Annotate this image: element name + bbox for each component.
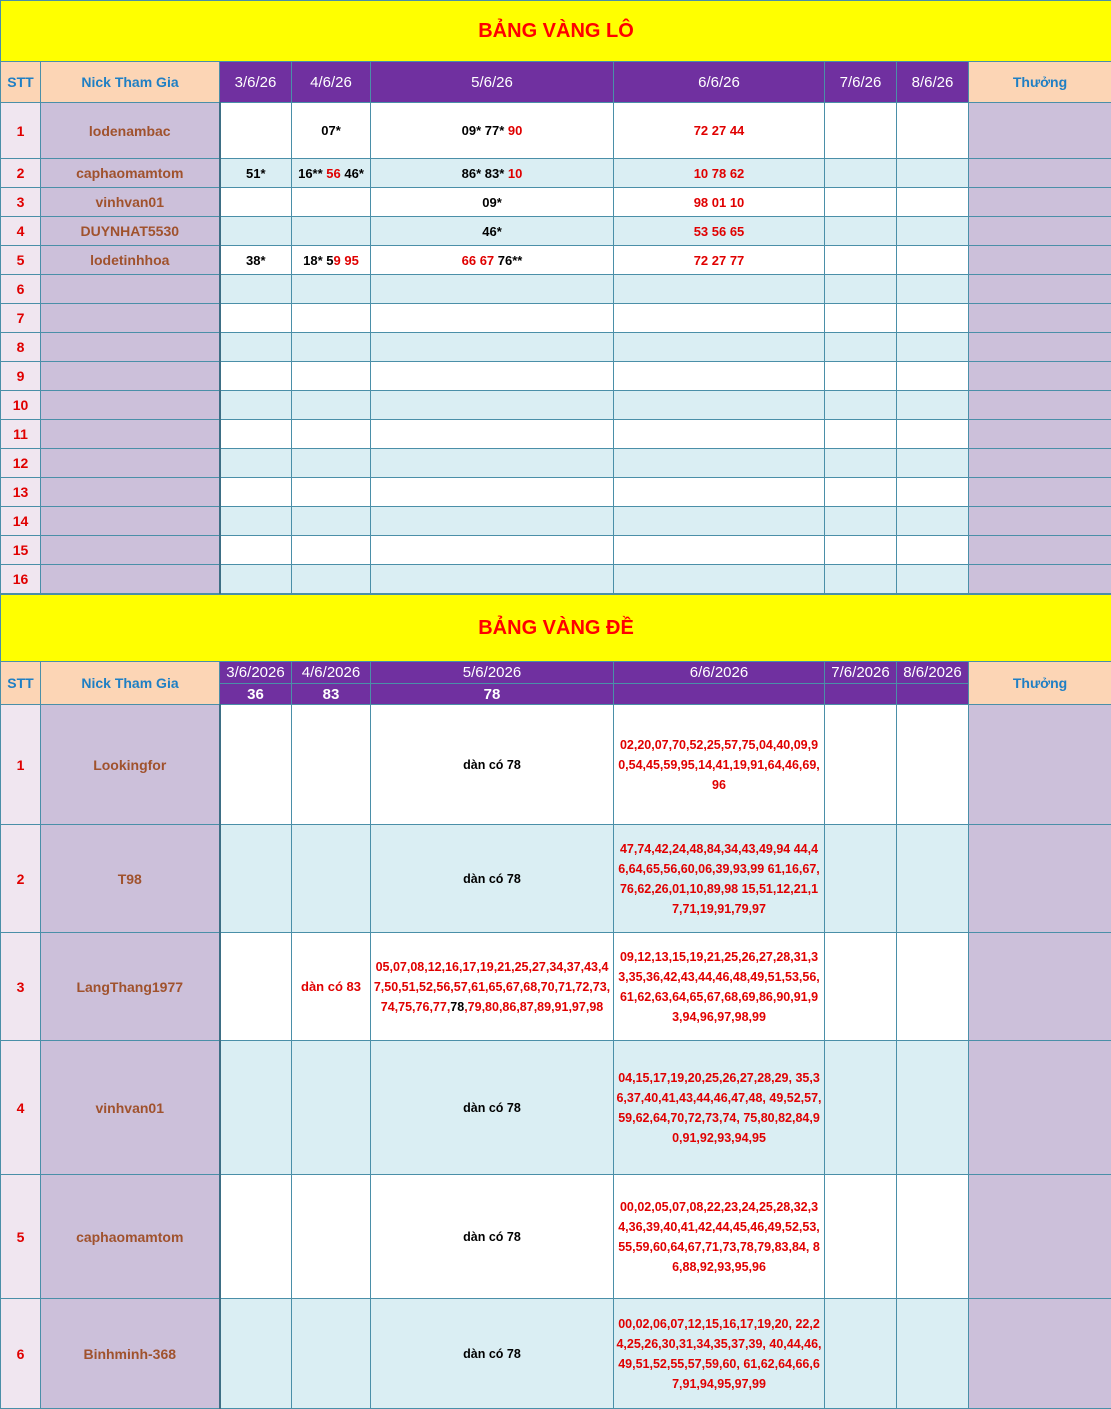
- entry-cell[interactable]: [825, 304, 897, 333]
- nick-cell[interactable]: [41, 362, 220, 391]
- nick-cell[interactable]: [41, 449, 220, 478]
- thuong-cell[interactable]: [969, 304, 1111, 333]
- de-nick-header: Nick Tham Gia: [41, 662, 220, 705]
- entry-cell[interactable]: [825, 246, 897, 275]
- entry-cell[interactable]: [220, 391, 292, 420]
- entry-cell[interactable]: [292, 391, 371, 420]
- de-date-header: 5/6/2026: [371, 662, 614, 684]
- de-table-row: [1, 1175, 1111, 1299]
- entry-cell[interactable]: [614, 420, 825, 449]
- entry-text: 00,02,05,07,08,22,23,24,25,28,32,34,36,39,40,41,42,44,45,46,49,52,53,55,59,60,64,67,71,73,78,79,83,84, 86,88,92,93,95,96: [618, 1200, 820, 1274]
- entry-cell[interactable]: [371, 825, 614, 933]
- entry-cell[interactable]: [897, 1175, 969, 1299]
- entry-text: ,79,80,86,87,89,91,97,98: [464, 1000, 603, 1014]
- row-number[interactable]: 2: [1, 825, 41, 933]
- entry-cell[interactable]: [220, 825, 292, 933]
- lo-table-row: [1, 188, 1111, 217]
- entry-cell[interactable]: [897, 217, 969, 246]
- entry-cell[interactable]: [825, 391, 897, 420]
- nick-cell[interactable]: [41, 565, 220, 594]
- row-number[interactable]: 14: [1, 507, 41, 536]
- de-stt-header: STT: [1, 662, 41, 705]
- entry-cell[interactable]: [220, 188, 292, 217]
- entry-cell[interactable]: [614, 362, 825, 391]
- thuong-cell[interactable]: [969, 1299, 1111, 1409]
- thuong-cell[interactable]: [969, 333, 1111, 362]
- lo-table-row: [1, 449, 1111, 478]
- entry-cell[interactable]: [614, 103, 825, 159]
- entry-text: 86* 83*: [462, 166, 508, 181]
- thuong-cell[interactable]: [969, 103, 1111, 159]
- entry-cell[interactable]: [292, 1175, 371, 1299]
- nick-cell[interactable]: [41, 478, 220, 507]
- entry-text: 02,20,07,70,52,25,57,75,04,40,09,90,54,45,59,95,14,41,19,91,64,46,69,96: [618, 738, 820, 792]
- entry-cell[interactable]: [220, 705, 292, 825]
- row-number[interactable]: 7: [1, 304, 41, 333]
- entry-cell[interactable]: [897, 705, 969, 825]
- entry-cell[interactable]: [371, 159, 614, 188]
- entry-cell[interactable]: [220, 478, 292, 507]
- nick-cell[interactable]: DUYNHAT5530: [41, 217, 220, 246]
- entry-cell[interactable]: [292, 217, 371, 246]
- entry-cell[interactable]: [371, 391, 614, 420]
- entry-text: 53 56 65: [694, 224, 745, 239]
- entry-text: dàn có 78: [463, 1347, 521, 1361]
- thuong-cell[interactable]: [969, 391, 1111, 420]
- lo-table-row: [1, 478, 1111, 507]
- nick-cell[interactable]: Binhminh-368: [41, 1299, 220, 1409]
- entry-text: 05,07,08,12,16,17,19,21,25,27,34,37,43,47,50,51,52,56,57,61,65,67,68,70,71,72,73,74,75,76,77,: [374, 960, 610, 1014]
- entry-cell[interactable]: [825, 705, 897, 825]
- lo-date-header: 7/6/26: [825, 62, 897, 103]
- de-thuong-header: Thưởng: [969, 662, 1111, 705]
- entry-cell[interactable]: [371, 246, 614, 275]
- entry-cell[interactable]: [371, 362, 614, 391]
- entry-cell[interactable]: [825, 1299, 897, 1409]
- entry-text: 72 27 77: [694, 253, 745, 268]
- entry-cell[interactable]: [220, 1041, 292, 1175]
- thuong-cell[interactable]: [969, 449, 1111, 478]
- entry-cell[interactable]: [614, 159, 825, 188]
- lo-date-header: 3/6/26: [220, 62, 292, 103]
- entry-cell[interactable]: [371, 333, 614, 362]
- entry-cell[interactable]: [614, 478, 825, 507]
- entry-cell[interactable]: [825, 217, 897, 246]
- entry-cell[interactable]: [825, 362, 897, 391]
- entry-text: 38*: [246, 253, 266, 268]
- entry-cell[interactable]: [371, 449, 614, 478]
- thuong-cell[interactable]: [969, 507, 1111, 536]
- entry-cell[interactable]: [825, 103, 897, 159]
- entry-cell[interactable]: [292, 705, 371, 825]
- entry-cell[interactable]: [825, 933, 897, 1041]
- entry-cell[interactable]: [371, 304, 614, 333]
- entry-cell[interactable]: [220, 1175, 292, 1299]
- entry-cell[interactable]: [220, 536, 292, 565]
- entry-text: 72 27 44: [694, 123, 745, 138]
- lo-table-row: [1, 420, 1111, 449]
- entry-text: 09,12,13,15,19,21,25,26,27,28,31,33,35,36,42,43,44,46,48,49,51,53,56,61,62,63,64,65,67,68,69,86,90,91,93,94,96,97,98,99: [618, 950, 820, 1024]
- lo-date-header: 6/6/26: [614, 62, 825, 103]
- lo-table-row: [1, 275, 1111, 304]
- row-number[interactable]: 2: [1, 159, 41, 188]
- row-number[interactable]: 5: [1, 246, 41, 275]
- entry-cell[interactable]: [371, 705, 614, 825]
- nick-cell[interactable]: [41, 536, 220, 565]
- entry-cell[interactable]: [825, 420, 897, 449]
- entry-text: 47,74,42,24,48,84,34,43,49,94 44,46,64,65,56,60,06,39,93,99 61,16,67,76,62,26,01,10,89,98 15,51,12,21,17,71,19,91,79,97: [618, 842, 820, 916]
- entry-cell[interactable]: [371, 478, 614, 507]
- entry-cell[interactable]: [614, 304, 825, 333]
- entry-cell[interactable]: [292, 103, 371, 159]
- entry-cell[interactable]: [371, 275, 614, 304]
- entry-cell[interactable]: [897, 103, 969, 159]
- entry-cell[interactable]: [614, 933, 825, 1041]
- entry-cell[interactable]: [897, 825, 969, 933]
- entry-text: 46*: [482, 224, 502, 239]
- entry-cell[interactable]: [614, 391, 825, 420]
- entry-text: dàn có 78: [463, 1230, 521, 1244]
- entry-cell[interactable]: [292, 362, 371, 391]
- entry-text: 09* 77*: [462, 123, 508, 138]
- entry-cell[interactable]: [292, 1299, 371, 1409]
- entry-cell[interactable]: [292, 933, 371, 1041]
- entry-cell[interactable]: [825, 1175, 897, 1299]
- entry-cell[interactable]: [220, 275, 292, 304]
- thuong-cell[interactable]: [969, 933, 1111, 1041]
- thuong-cell[interactable]: [969, 275, 1111, 304]
- nick-cell[interactable]: caphaomamtom: [41, 1175, 220, 1299]
- entry-cell[interactable]: [897, 391, 969, 420]
- entry-cell[interactable]: [614, 1299, 825, 1409]
- row-number[interactable]: 5: [1, 1175, 41, 1299]
- nick-cell[interactable]: T98: [41, 825, 220, 933]
- nick-cell[interactable]: [41, 507, 220, 536]
- entry-cell[interactable]: [371, 1299, 614, 1409]
- lo-table-row: [1, 217, 1111, 246]
- entry-text: 10: [508, 166, 522, 181]
- entry-cell[interactable]: [614, 449, 825, 478]
- entry-cell[interactable]: [371, 536, 614, 565]
- entry-cell[interactable]: [371, 420, 614, 449]
- de-table-row: [1, 705, 1111, 825]
- entry-cell[interactable]: [220, 304, 292, 333]
- de-table: [0, 594, 1111, 1409]
- entry-cell[interactable]: [897, 536, 969, 565]
- lo-header-row: [1, 62, 1111, 103]
- lo-date-header: 5/6/26: [371, 62, 614, 103]
- thuong-cell[interactable]: [969, 362, 1111, 391]
- row-number[interactable]: 1: [1, 705, 41, 825]
- entry-text: 18*: [303, 253, 326, 268]
- entry-cell[interactable]: [292, 478, 371, 507]
- entry-cell[interactable]: [897, 188, 969, 217]
- entry-cell[interactable]: [371, 103, 614, 159]
- entry-cell[interactable]: [371, 933, 614, 1041]
- entry-cell[interactable]: [897, 333, 969, 362]
- entry-cell[interactable]: [220, 246, 292, 275]
- thuong-cell[interactable]: [969, 705, 1111, 825]
- entry-cell[interactable]: [897, 507, 969, 536]
- thuong-cell[interactable]: [969, 1175, 1111, 1299]
- entry-cell[interactable]: [897, 1299, 969, 1409]
- entry-text: 04,15,17,19,20,25,26,27,28,29, 35,36,37,40,41,43,44,46,47,48, 49,52,57,59,62,64,70,72,73,74, 75,80,82,84,90,91,92,93,94,95: [616, 1071, 821, 1145]
- entry-cell[interactable]: [371, 217, 614, 246]
- nick-cell[interactable]: vinhvan01: [41, 188, 220, 217]
- de-table-row: [1, 1299, 1111, 1409]
- entry-cell[interactable]: [614, 333, 825, 362]
- entry-cell[interactable]: [220, 507, 292, 536]
- lo-table: [0, 0, 1111, 594]
- entry-text: dàn có 78: [463, 1101, 521, 1115]
- entry-text: 5: [326, 253, 333, 268]
- entry-text: 76**: [498, 253, 523, 268]
- entry-cell[interactable]: [292, 159, 371, 188]
- entry-text: 00,02,06,07,12,15,16,17,19,20, 22,24,25,26,30,31,34,35,37,39, 40,44,46,49,51,52,55,57,59,60, 61,62,64,66,67,91,94,95,97,99: [616, 1317, 821, 1391]
- nick-cell[interactable]: [41, 275, 220, 304]
- entry-text: 07*: [321, 123, 341, 138]
- entry-text: 90: [508, 123, 522, 138]
- entry-cell[interactable]: [292, 507, 371, 536]
- entry-cell[interactable]: [897, 159, 969, 188]
- entry-cell[interactable]: [897, 275, 969, 304]
- lo-table-row: [1, 362, 1111, 391]
- thuong-cell[interactable]: [969, 188, 1111, 217]
- entry-cell[interactable]: [292, 536, 371, 565]
- entry-cell[interactable]: [292, 188, 371, 217]
- lo-table-row: [1, 536, 1111, 565]
- entry-text: 51*: [246, 166, 266, 181]
- lo-table-row: [1, 507, 1111, 536]
- entry-cell[interactable]: [220, 449, 292, 478]
- entry-cell[interactable]: [371, 565, 614, 594]
- nick-cell[interactable]: caphaomamtom: [41, 159, 220, 188]
- entry-cell[interactable]: [614, 507, 825, 536]
- entry-cell[interactable]: [371, 507, 614, 536]
- thuong-cell[interactable]: [969, 825, 1111, 933]
- de-date-header: 7/6/2026: [825, 662, 897, 684]
- de-table-row: [1, 933, 1111, 1041]
- entry-cell[interactable]: [292, 565, 371, 594]
- de-table-row: [1, 1041, 1111, 1175]
- lo-title: BẢNG VÀNG LÔ: [1, 1, 1111, 62]
- de-result-value: [825, 684, 897, 705]
- lo-table-row: [1, 159, 1111, 188]
- entry-cell[interactable]: [897, 1041, 969, 1175]
- de-date-header: 4/6/2026: [292, 662, 371, 684]
- de-result-value: [614, 684, 825, 705]
- row-number[interactable]: 9: [1, 362, 41, 391]
- thuong-cell[interactable]: [969, 536, 1111, 565]
- entry-text: 16**: [298, 166, 326, 181]
- thuong-cell[interactable]: [969, 159, 1111, 188]
- row-number[interactable]: 1: [1, 103, 41, 159]
- entry-cell[interactable]: [825, 1041, 897, 1175]
- entry-cell[interactable]: [614, 246, 825, 275]
- entry-cell[interactable]: [897, 362, 969, 391]
- entry-cell[interactable]: [825, 565, 897, 594]
- entry-cell[interactable]: [825, 478, 897, 507]
- entry-cell[interactable]: [897, 478, 969, 507]
- thuong-cell[interactable]: [969, 478, 1111, 507]
- lo-table-row: [1, 565, 1111, 594]
- thuong-cell[interactable]: [969, 565, 1111, 594]
- entry-text: dàn có 78: [463, 872, 521, 886]
- entry-text: 09*: [482, 195, 502, 210]
- entry-text: 98 01 10: [694, 195, 745, 210]
- entry-cell[interactable]: [220, 565, 292, 594]
- lo-table-row: [1, 246, 1111, 275]
- lo-table-row: [1, 304, 1111, 333]
- row-number[interactable]: 6: [1, 1299, 41, 1409]
- de-date-header: 3/6/2026: [220, 662, 292, 684]
- lo-date-header: 4/6/26: [292, 62, 371, 103]
- entry-cell[interactable]: [897, 304, 969, 333]
- entry-cell[interactable]: [614, 188, 825, 217]
- lo-date-header: 8/6/26: [897, 62, 969, 103]
- entry-cell[interactable]: [614, 825, 825, 933]
- entry-cell[interactable]: [825, 159, 897, 188]
- entry-cell[interactable]: [292, 333, 371, 362]
- entry-text: 46*: [344, 166, 364, 181]
- de-table-row: [1, 825, 1111, 933]
- lo-table-row: [1, 391, 1111, 420]
- entry-cell[interactable]: [220, 420, 292, 449]
- row-number[interactable]: 3: [1, 188, 41, 217]
- entry-cell[interactable]: [292, 1041, 371, 1175]
- thuong-cell[interactable]: [969, 1041, 1111, 1175]
- lo-table-row: [1, 333, 1111, 362]
- entry-cell[interactable]: [220, 1299, 292, 1409]
- entry-text: 78: [450, 1000, 464, 1014]
- entry-cell[interactable]: [614, 565, 825, 594]
- entry-cell[interactable]: [825, 275, 897, 304]
- row-number[interactable]: 12: [1, 449, 41, 478]
- thuong-cell[interactable]: [969, 246, 1111, 275]
- de-result-value: 78: [371, 684, 614, 705]
- entry-cell[interactable]: [825, 536, 897, 565]
- row-number[interactable]: 11: [1, 420, 41, 449]
- entry-cell[interactable]: [825, 188, 897, 217]
- nick-cell[interactable]: [41, 304, 220, 333]
- entry-cell[interactable]: [825, 825, 897, 933]
- entry-cell[interactable]: [614, 536, 825, 565]
- de-date-header: 8/6/2026: [897, 662, 969, 684]
- nick-cell[interactable]: [41, 420, 220, 449]
- de-header-row: [1, 662, 1111, 684]
- entry-cell[interactable]: [220, 333, 292, 362]
- entry-text: dàn có 83: [301, 979, 361, 994]
- entry-cell[interactable]: [897, 246, 969, 275]
- nick-cell[interactable]: vinhvan01: [41, 1041, 220, 1175]
- entry-cell[interactable]: [825, 449, 897, 478]
- entry-cell[interactable]: [220, 362, 292, 391]
- thuong-cell[interactable]: [969, 420, 1111, 449]
- entry-cell[interactable]: [825, 333, 897, 362]
- lo-table-row: [1, 103, 1111, 159]
- entry-cell[interactable]: [371, 1041, 614, 1175]
- row-number[interactable]: 4: [1, 1041, 41, 1175]
- entry-cell[interactable]: [292, 304, 371, 333]
- entry-cell[interactable]: [614, 275, 825, 304]
- row-number[interactable]: 4: [1, 217, 41, 246]
- entry-text: 10 78 62: [694, 166, 745, 181]
- entry-cell[interactable]: [292, 420, 371, 449]
- entry-cell[interactable]: [220, 933, 292, 1041]
- entry-text: dàn có 78: [463, 758, 521, 772]
- entry-cell[interactable]: [220, 103, 292, 159]
- nick-cell[interactable]: Lookingfor: [41, 705, 220, 825]
- de-result-value: [897, 684, 969, 705]
- row-number[interactable]: 3: [1, 933, 41, 1041]
- row-number[interactable]: 10: [1, 391, 41, 420]
- lo-nick-header: Nick Tham Gia: [41, 62, 220, 103]
- entry-cell[interactable]: [897, 565, 969, 594]
- entry-cell[interactable]: [292, 449, 371, 478]
- nick-cell[interactable]: [41, 333, 220, 362]
- entry-text: 66 67: [462, 253, 498, 268]
- entry-text: 9 95: [334, 253, 359, 268]
- entry-cell[interactable]: [220, 217, 292, 246]
- entry-cell[interactable]: [897, 449, 969, 478]
- entry-cell[interactable]: [220, 159, 292, 188]
- nick-cell[interactable]: lodetinhhoa: [41, 246, 220, 275]
- entry-cell[interactable]: [292, 825, 371, 933]
- entry-text: 56: [326, 166, 344, 181]
- nick-cell[interactable]: LangThang1977: [41, 933, 220, 1041]
- de-date-header: 6/6/2026: [614, 662, 825, 684]
- de-result-value: 36: [220, 684, 292, 705]
- entry-cell[interactable]: [614, 1041, 825, 1175]
- de-result-value: 83: [292, 684, 371, 705]
- entry-cell[interactable]: [614, 1175, 825, 1299]
- row-number[interactable]: 13: [1, 478, 41, 507]
- entry-cell[interactable]: [371, 188, 614, 217]
- entry-cell[interactable]: [897, 933, 969, 1041]
- entry-cell[interactable]: [292, 275, 371, 304]
- de-title: BẢNG VÀNG ĐỀ: [1, 595, 1111, 662]
- nick-cell[interactable]: [41, 391, 220, 420]
- entry-cell[interactable]: [614, 705, 825, 825]
- row-number[interactable]: 16: [1, 565, 41, 594]
- thuong-cell[interactable]: [969, 217, 1111, 246]
- nick-cell[interactable]: lodenambac: [41, 103, 220, 159]
- entry-cell[interactable]: [292, 246, 371, 275]
- row-number[interactable]: 15: [1, 536, 41, 565]
- lo-stt-header: STT: [1, 62, 41, 103]
- row-number[interactable]: 8: [1, 333, 41, 362]
- entry-cell[interactable]: [614, 217, 825, 246]
- entry-cell[interactable]: [371, 1175, 614, 1299]
- entry-cell[interactable]: [897, 420, 969, 449]
- entry-cell[interactable]: [825, 507, 897, 536]
- lo-thuong-header: Thưởng: [969, 62, 1111, 103]
- row-number[interactable]: 6: [1, 275, 41, 304]
